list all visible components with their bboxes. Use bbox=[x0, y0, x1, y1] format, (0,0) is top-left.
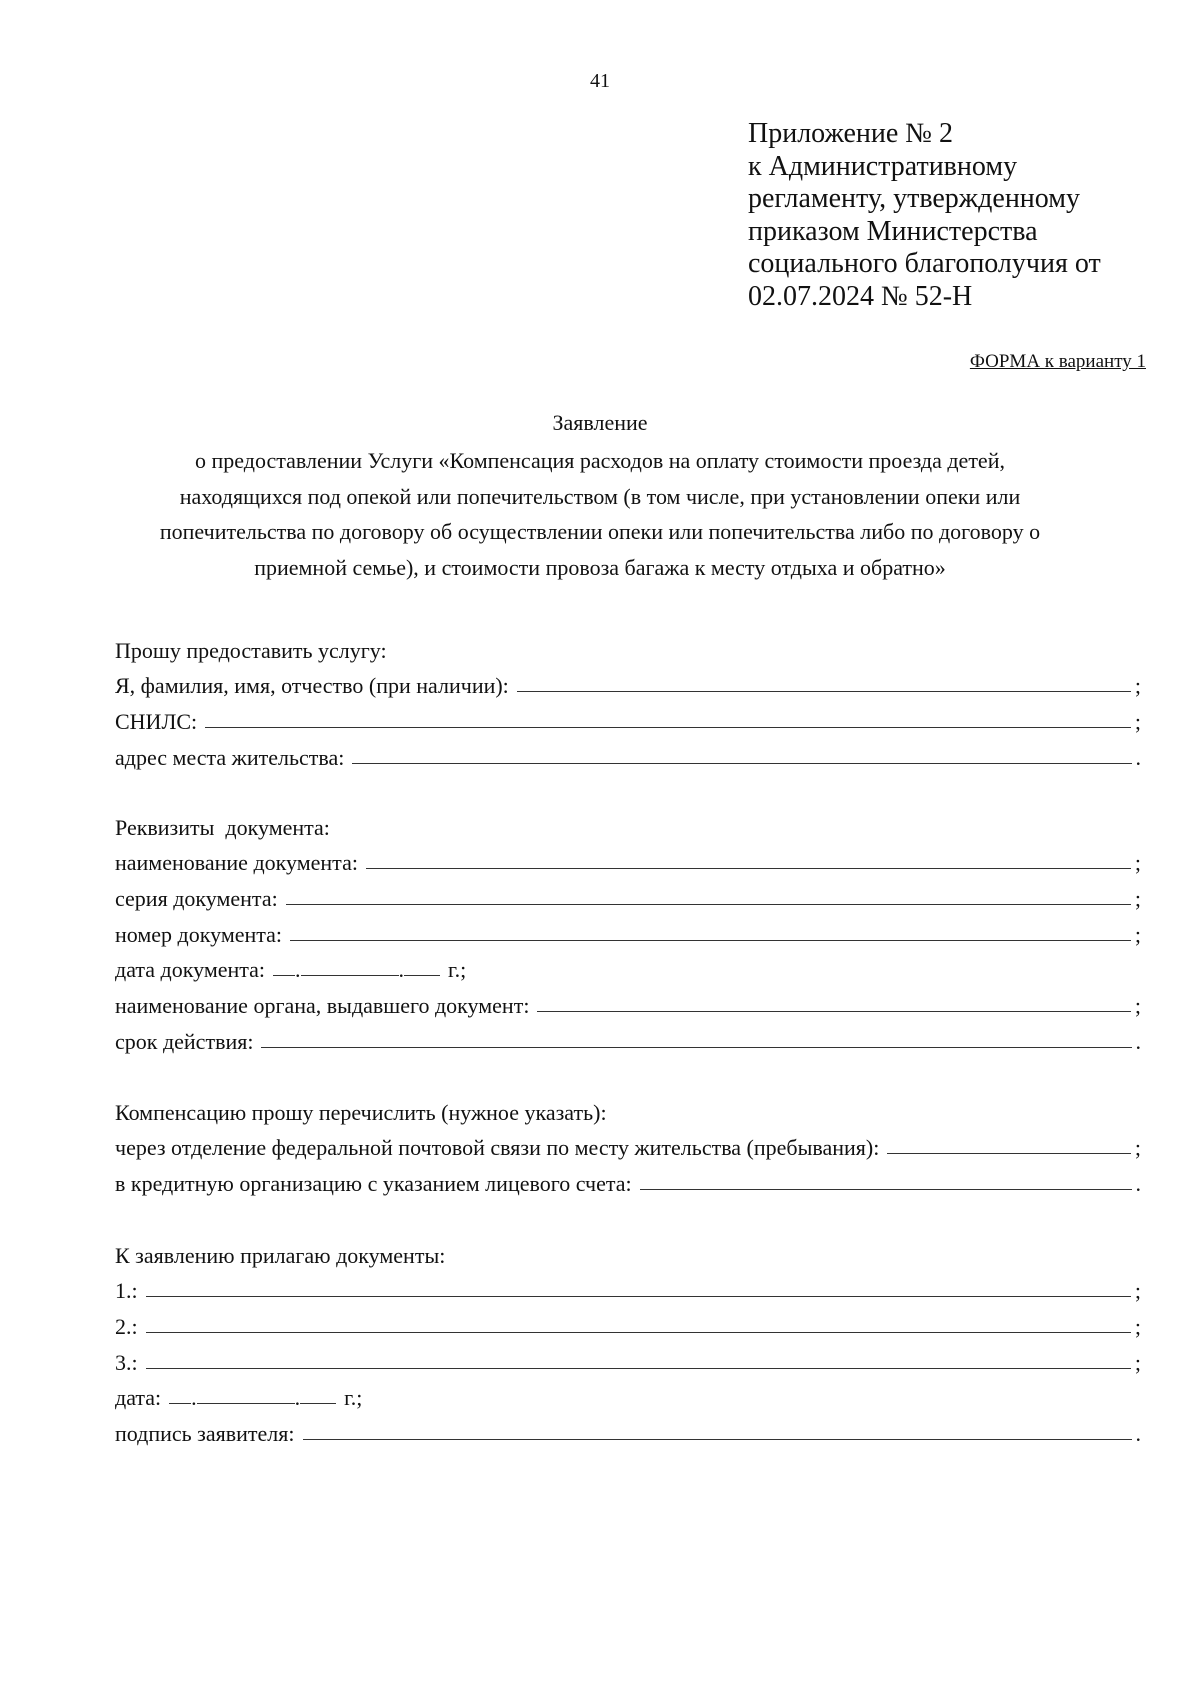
bank-account-label: в кредитную организацию с указанием лицевого счета: bbox=[115, 1171, 632, 1197]
document-series-label: серия документа: bbox=[115, 886, 278, 912]
appendix-line: социального благополучия от bbox=[748, 248, 1101, 279]
subtitle-line: попечительства по договору об осуществлении опеки или попечительства либо по договору о bbox=[159, 519, 1041, 544]
line-end: ; bbox=[1134, 886, 1141, 912]
subtitle-line: о предоставлении Услуги «Компенсация расходов на оплату стоимости проезда детей, bbox=[195, 448, 1005, 473]
appendix-header bbox=[748, 118, 1101, 313]
attachment-item-field[interactable] bbox=[146, 1332, 1131, 1333]
attachments-heading: К заявлению прилагаю документы: bbox=[115, 1242, 446, 1268]
attachments-section bbox=[115, 1233, 1141, 1447]
document-date-year-field[interactable] bbox=[404, 975, 440, 976]
post-office-field[interactable] bbox=[887, 1153, 1131, 1154]
document-date-month-field[interactable] bbox=[301, 975, 399, 976]
date-year-suffix: г.; bbox=[344, 1385, 363, 1411]
line-end: . bbox=[1135, 744, 1141, 770]
date-separator: . bbox=[295, 957, 301, 983]
compensation-heading: Компенсацию прошу перечислить (нужное указать): bbox=[115, 1099, 607, 1125]
document-series-field[interactable] bbox=[286, 904, 1131, 905]
line-end: ; bbox=[1134, 673, 1141, 699]
document-title: Заявление bbox=[552, 410, 648, 435]
post-office-label: через отделение федеральной почтовой связи по месту жительства (пребывания): bbox=[115, 1135, 880, 1161]
appendix-line: приказом Министерства bbox=[748, 215, 1038, 247]
document-date-day-field[interactable] bbox=[273, 975, 295, 976]
line-end: ; bbox=[1134, 1135, 1141, 1161]
snils-label: СНИЛС: bbox=[115, 709, 198, 735]
attachment-item-label: 2.: bbox=[115, 1314, 138, 1340]
date-separator: . bbox=[294, 1385, 301, 1411]
document-details-section bbox=[115, 805, 1141, 1055]
subtitle-line: приемной семье), и стоимости провоза багажа к месту отдыха и обратно» bbox=[254, 554, 946, 580]
line-end: . bbox=[1135, 1421, 1141, 1447]
application-date-label: дата: bbox=[115, 1385, 162, 1411]
line-end: ; bbox=[1134, 1314, 1141, 1340]
application-date-month-field[interactable] bbox=[197, 1403, 295, 1404]
attachment-item-label: 3.: bbox=[115, 1349, 138, 1375]
application-date-day-field[interactable] bbox=[169, 1403, 191, 1404]
address-field[interactable] bbox=[352, 763, 1131, 764]
document-name-field[interactable] bbox=[366, 868, 1131, 869]
line-end: . bbox=[1135, 1028, 1141, 1054]
address-label: адрес места жительства: bbox=[115, 744, 345, 770]
line-end: ; bbox=[1134, 993, 1141, 1019]
issuer-label: наименование органа, выдавшего документ: bbox=[115, 993, 530, 1019]
document-date-label: дата документа: bbox=[115, 957, 266, 983]
date-separator: . bbox=[191, 1385, 197, 1411]
issuer-field[interactable] bbox=[537, 1011, 1130, 1012]
attachment-item-field[interactable] bbox=[146, 1368, 1131, 1369]
snils-field[interactable] bbox=[205, 727, 1131, 728]
signature-label: подпись заявителя: bbox=[115, 1421, 295, 1447]
line-end: . bbox=[1135, 1171, 1141, 1197]
document-name-label: наименование документа: bbox=[115, 850, 358, 876]
compensation-section bbox=[115, 1090, 1141, 1197]
line-end: ; bbox=[1134, 1349, 1141, 1375]
document-heading: Реквизиты документа: bbox=[115, 814, 330, 840]
attachment-item-label: 1.: bbox=[115, 1278, 138, 1304]
appendix-line: к Административному bbox=[748, 150, 1018, 182]
date-year-suffix: г.; bbox=[448, 957, 467, 983]
bank-account-field[interactable] bbox=[640, 1189, 1132, 1190]
page-number: 41 bbox=[590, 70, 610, 92]
document-subtitle bbox=[120, 443, 1080, 585]
form-variant-label: ФОРМА к варианту 1 bbox=[969, 351, 1146, 372]
signature-field[interactable] bbox=[303, 1439, 1132, 1440]
fio-field[interactable] bbox=[517, 691, 1131, 692]
attachment-item-field[interactable] bbox=[146, 1296, 1131, 1297]
line-end: ; bbox=[1134, 850, 1141, 876]
appendix-line: Приложение № 2 bbox=[748, 118, 953, 149]
document-number-label: номер документа: bbox=[115, 921, 283, 947]
validity-label: срок действия: bbox=[115, 1028, 254, 1054]
application-date-year-field[interactable] bbox=[300, 1403, 336, 1404]
validity-field[interactable] bbox=[261, 1047, 1131, 1048]
appendix-line: 02.07.2024 № 52-Н bbox=[748, 280, 973, 312]
line-end: ; bbox=[1134, 921, 1141, 947]
applicant-heading: Прошу предоставить услугу: bbox=[115, 637, 387, 663]
applicant-section bbox=[115, 628, 1141, 771]
line-end: ; bbox=[1134, 1278, 1141, 1304]
fio-label: Я, фамилия, имя, отчество (при наличии): bbox=[115, 673, 509, 699]
line-end: ; bbox=[1134, 709, 1141, 735]
subtitle-line: находящихся под опекой или попечительством (в том числе, при установлении опеки или bbox=[179, 483, 1021, 509]
appendix-line: регламенту, утвержденному bbox=[748, 183, 1080, 214]
date-separator: . bbox=[398, 957, 405, 983]
document-number-field[interactable] bbox=[290, 940, 1131, 941]
